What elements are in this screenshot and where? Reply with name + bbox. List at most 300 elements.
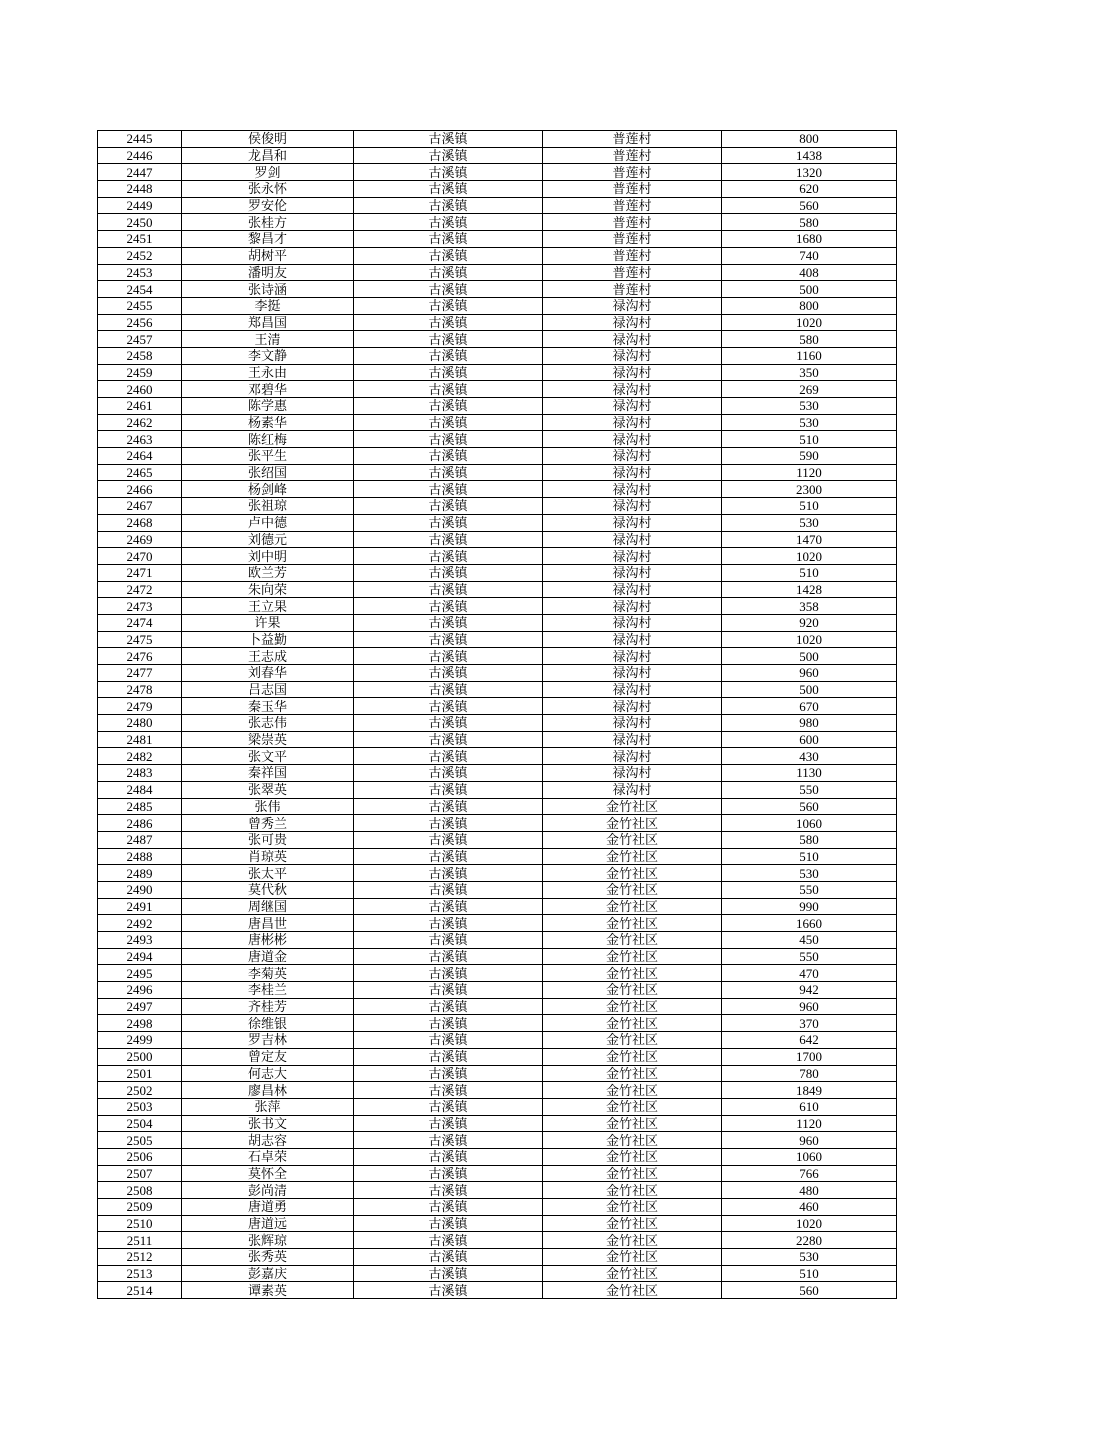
amount-cell: 800 xyxy=(722,131,897,148)
table-row xyxy=(98,831,897,848)
village-cell: 禄沟村 xyxy=(543,448,722,465)
amount-cell: 500 xyxy=(722,681,897,698)
amount-cell: 766 xyxy=(722,1165,897,1182)
name-cell: 秦玉华 xyxy=(182,698,354,715)
table-row xyxy=(98,297,897,314)
row-number-cell: 2498 xyxy=(98,1015,182,1032)
town-cell: 古溪镇 xyxy=(354,381,543,398)
name-cell: 李桂兰 xyxy=(182,982,354,999)
amount-cell: 480 xyxy=(722,1182,897,1199)
table-row xyxy=(98,1265,897,1282)
amount-cell: 500 xyxy=(722,281,897,298)
town-cell: 古溪镇 xyxy=(354,498,543,515)
row-number-cell: 2495 xyxy=(98,965,182,982)
row-number-cell: 2468 xyxy=(98,514,182,531)
name-cell: 张辉琼 xyxy=(182,1232,354,1249)
town-cell: 古溪镇 xyxy=(354,1249,543,1266)
village-cell: 普莲村 xyxy=(543,247,722,264)
row-number-cell: 2512 xyxy=(98,1249,182,1266)
village-cell: 禄沟村 xyxy=(543,531,722,548)
town-cell: 古溪镇 xyxy=(354,197,543,214)
town-cell: 古溪镇 xyxy=(354,831,543,848)
name-cell: 王永由 xyxy=(182,364,354,381)
row-number-cell: 2459 xyxy=(98,364,182,381)
amount-cell: 620 xyxy=(722,181,897,198)
table-row xyxy=(98,448,897,465)
table-row xyxy=(98,982,897,999)
table-row xyxy=(98,498,897,515)
amount-cell: 2300 xyxy=(722,481,897,498)
village-cell: 禄沟村 xyxy=(543,665,722,682)
row-number-cell: 2448 xyxy=(98,181,182,198)
row-number-cell: 2484 xyxy=(98,781,182,798)
table-row xyxy=(98,598,897,615)
amount-cell: 1700 xyxy=(722,1048,897,1065)
amount-cell: 942 xyxy=(722,982,897,999)
row-number-cell: 2461 xyxy=(98,398,182,415)
name-cell: 黎昌才 xyxy=(182,231,354,248)
name-cell: 莫怀全 xyxy=(182,1165,354,1182)
village-cell: 金竹社区 xyxy=(543,1165,722,1182)
amount-cell: 450 xyxy=(722,932,897,949)
name-cell: 唐昌世 xyxy=(182,915,354,932)
name-cell: 邓碧华 xyxy=(182,381,354,398)
table-row xyxy=(98,1115,897,1132)
row-number-cell: 2453 xyxy=(98,264,182,281)
name-cell: 朱向荣 xyxy=(182,581,354,598)
town-cell: 古溪镇 xyxy=(354,1148,543,1165)
amount-cell: 610 xyxy=(722,1098,897,1115)
table-row xyxy=(98,347,897,364)
table-row xyxy=(98,264,897,281)
name-cell: 侯俊明 xyxy=(182,131,354,148)
amount-cell: 530 xyxy=(722,1249,897,1266)
table-row xyxy=(98,614,897,631)
town-cell: 古溪镇 xyxy=(354,1015,543,1032)
row-number-cell: 2462 xyxy=(98,414,182,431)
name-cell: 周继国 xyxy=(182,898,354,915)
village-cell: 金竹社区 xyxy=(543,915,722,932)
town-cell: 古溪镇 xyxy=(354,715,543,732)
row-number-cell: 2465 xyxy=(98,464,182,481)
row-number-cell: 2478 xyxy=(98,681,182,698)
village-cell: 禄沟村 xyxy=(543,681,722,698)
village-cell: 金竹社区 xyxy=(543,1148,722,1165)
table-row xyxy=(98,898,897,915)
name-cell: 谭素英 xyxy=(182,1282,354,1299)
row-number-cell: 2491 xyxy=(98,898,182,915)
name-cell: 齐桂芳 xyxy=(182,998,354,1015)
amount-cell: 920 xyxy=(722,614,897,631)
row-number-cell: 2469 xyxy=(98,531,182,548)
row-number-cell: 2467 xyxy=(98,498,182,515)
row-number-cell: 2508 xyxy=(98,1182,182,1199)
village-cell: 金竹社区 xyxy=(543,1182,722,1199)
table-row xyxy=(98,231,897,248)
name-cell: 梁崇英 xyxy=(182,731,354,748)
village-cell: 金竹社区 xyxy=(543,1265,722,1282)
name-cell: 张萍 xyxy=(182,1098,354,1115)
town-cell: 古溪镇 xyxy=(354,1065,543,1082)
amount-cell: 530 xyxy=(722,414,897,431)
amount-cell: 1060 xyxy=(722,815,897,832)
table-row xyxy=(98,681,897,698)
name-cell: 胡志容 xyxy=(182,1132,354,1149)
village-cell: 禄沟村 xyxy=(543,715,722,732)
amount-cell: 780 xyxy=(722,1065,897,1082)
table-row xyxy=(98,181,897,198)
table-row xyxy=(98,715,897,732)
village-cell: 金竹社区 xyxy=(543,898,722,915)
village-cell: 禄沟村 xyxy=(543,297,722,314)
town-cell: 古溪镇 xyxy=(354,731,543,748)
amount-cell: 1438 xyxy=(722,147,897,164)
village-cell: 禄沟村 xyxy=(543,564,722,581)
name-cell: 唐道金 xyxy=(182,948,354,965)
village-cell: 金竹社区 xyxy=(543,1249,722,1266)
row-number-cell: 2487 xyxy=(98,831,182,848)
table-row xyxy=(98,865,897,882)
village-cell: 普莲村 xyxy=(543,281,722,298)
table-row xyxy=(98,765,897,782)
row-number-cell: 2500 xyxy=(98,1048,182,1065)
name-cell: 张翠英 xyxy=(182,781,354,798)
town-cell: 古溪镇 xyxy=(354,347,543,364)
name-cell: 唐道勇 xyxy=(182,1199,354,1216)
name-cell: 许果 xyxy=(182,614,354,631)
row-number-cell: 2477 xyxy=(98,665,182,682)
row-number-cell: 2470 xyxy=(98,548,182,565)
row-number-cell: 2447 xyxy=(98,164,182,181)
village-cell: 金竹社区 xyxy=(543,965,722,982)
amount-cell: 1849 xyxy=(722,1082,897,1099)
row-number-cell: 2451 xyxy=(98,231,182,248)
town-cell: 古溪镇 xyxy=(354,314,543,331)
row-number-cell: 2504 xyxy=(98,1115,182,1132)
village-cell: 禄沟村 xyxy=(543,781,722,798)
table-row xyxy=(98,131,897,148)
town-cell: 古溪镇 xyxy=(354,548,543,565)
row-number-cell: 2485 xyxy=(98,798,182,815)
row-number-cell: 2476 xyxy=(98,648,182,665)
name-cell: 张平生 xyxy=(182,448,354,465)
village-cell: 金竹社区 xyxy=(543,1098,722,1115)
town-cell: 古溪镇 xyxy=(354,1282,543,1299)
village-cell: 禄沟村 xyxy=(543,364,722,381)
town-cell: 古溪镇 xyxy=(354,531,543,548)
table-row xyxy=(98,665,897,682)
village-cell: 禄沟村 xyxy=(543,431,722,448)
name-cell: 张志伟 xyxy=(182,715,354,732)
amount-cell: 510 xyxy=(722,1265,897,1282)
amount-cell: 960 xyxy=(722,998,897,1015)
amount-cell: 460 xyxy=(722,1199,897,1216)
table-row xyxy=(98,1249,897,1266)
town-cell: 古溪镇 xyxy=(354,631,543,648)
row-number-cell: 2464 xyxy=(98,448,182,465)
name-cell: 郑昌国 xyxy=(182,314,354,331)
table-row xyxy=(98,731,897,748)
town-cell: 古溪镇 xyxy=(354,297,543,314)
table-row xyxy=(98,247,897,264)
name-cell: 廖昌林 xyxy=(182,1082,354,1099)
name-cell: 张秀英 xyxy=(182,1249,354,1266)
amount-cell: 990 xyxy=(722,898,897,915)
row-number-cell: 2507 xyxy=(98,1165,182,1182)
row-number-cell: 2463 xyxy=(98,431,182,448)
town-cell: 古溪镇 xyxy=(354,932,543,949)
town-cell: 古溪镇 xyxy=(354,881,543,898)
name-cell: 王立果 xyxy=(182,598,354,615)
table-row xyxy=(98,414,897,431)
row-number-cell: 2492 xyxy=(98,915,182,932)
table-row xyxy=(98,581,897,598)
table-row xyxy=(98,1082,897,1099)
town-cell: 古溪镇 xyxy=(354,331,543,348)
name-cell: 张诗涵 xyxy=(182,281,354,298)
table-row xyxy=(98,1098,897,1115)
name-cell: 卢中德 xyxy=(182,514,354,531)
name-cell: 杨剑峰 xyxy=(182,481,354,498)
table-row xyxy=(98,197,897,214)
row-number-cell: 2493 xyxy=(98,932,182,949)
town-cell: 古溪镇 xyxy=(354,1098,543,1115)
row-number-cell: 2480 xyxy=(98,715,182,732)
town-cell: 古溪镇 xyxy=(354,464,543,481)
row-number-cell: 2499 xyxy=(98,1032,182,1049)
name-cell: 王志成 xyxy=(182,648,354,665)
village-cell: 金竹社区 xyxy=(543,848,722,865)
table-row xyxy=(98,648,897,665)
name-cell: 张绍国 xyxy=(182,464,354,481)
amount-cell: 960 xyxy=(722,1132,897,1149)
amount-cell: 670 xyxy=(722,698,897,715)
name-cell: 张书文 xyxy=(182,1115,354,1132)
row-number-cell: 2479 xyxy=(98,698,182,715)
amount-cell: 408 xyxy=(722,264,897,281)
village-cell: 禄沟村 xyxy=(543,548,722,565)
village-cell: 禄沟村 xyxy=(543,581,722,598)
village-cell: 金竹社区 xyxy=(543,881,722,898)
town-cell: 古溪镇 xyxy=(354,965,543,982)
table-row xyxy=(98,364,897,381)
amount-cell: 1120 xyxy=(722,1115,897,1132)
table-row xyxy=(98,214,897,231)
amount-cell: 530 xyxy=(722,865,897,882)
town-cell: 古溪镇 xyxy=(354,1232,543,1249)
table-row xyxy=(98,531,897,548)
town-cell: 古溪镇 xyxy=(354,1132,543,1149)
row-number-cell: 2503 xyxy=(98,1098,182,1115)
town-cell: 古溪镇 xyxy=(354,1115,543,1132)
amount-cell: 530 xyxy=(722,514,897,531)
town-cell: 古溪镇 xyxy=(354,164,543,181)
name-cell: 唐彬彬 xyxy=(182,932,354,949)
village-cell: 禄沟村 xyxy=(543,514,722,531)
village-cell: 金竹社区 xyxy=(543,1232,722,1249)
village-cell: 金竹社区 xyxy=(543,1199,722,1216)
table-row xyxy=(98,381,897,398)
row-number-cell: 2472 xyxy=(98,581,182,598)
town-cell: 古溪镇 xyxy=(354,798,543,815)
table-row xyxy=(98,164,897,181)
amount-cell: 269 xyxy=(722,381,897,398)
town-cell: 古溪镇 xyxy=(354,264,543,281)
amount-cell: 560 xyxy=(722,798,897,815)
row-number-cell: 2450 xyxy=(98,214,182,231)
village-cell: 禄沟村 xyxy=(543,765,722,782)
name-cell: 卜益勤 xyxy=(182,631,354,648)
town-cell: 古溪镇 xyxy=(354,681,543,698)
name-cell: 何志大 xyxy=(182,1065,354,1082)
table-row xyxy=(98,748,897,765)
data-table xyxy=(97,130,897,1299)
town-cell: 古溪镇 xyxy=(354,614,543,631)
town-cell: 古溪镇 xyxy=(354,648,543,665)
village-cell: 普莲村 xyxy=(543,131,722,148)
town-cell: 古溪镇 xyxy=(354,915,543,932)
amount-cell: 590 xyxy=(722,448,897,465)
row-number-cell: 2509 xyxy=(98,1199,182,1216)
village-cell: 金竹社区 xyxy=(543,831,722,848)
town-cell: 古溪镇 xyxy=(354,1048,543,1065)
amount-cell: 960 xyxy=(722,665,897,682)
row-number-cell: 2486 xyxy=(98,815,182,832)
town-cell: 古溪镇 xyxy=(354,898,543,915)
amount-cell: 510 xyxy=(722,498,897,515)
row-number-cell: 2483 xyxy=(98,765,182,782)
town-cell: 古溪镇 xyxy=(354,564,543,581)
table-row xyxy=(98,698,897,715)
amount-cell: 1130 xyxy=(722,765,897,782)
village-cell: 禄沟村 xyxy=(543,464,722,481)
village-cell: 禄沟村 xyxy=(543,748,722,765)
table-row xyxy=(98,464,897,481)
name-cell: 胡树平 xyxy=(182,247,354,264)
amount-cell: 550 xyxy=(722,781,897,798)
village-cell: 禄沟村 xyxy=(543,731,722,748)
name-cell: 龙昌和 xyxy=(182,147,354,164)
amount-cell: 510 xyxy=(722,564,897,581)
amount-cell: 1060 xyxy=(722,1148,897,1165)
amount-cell: 1160 xyxy=(722,347,897,364)
row-number-cell: 2496 xyxy=(98,982,182,999)
amount-cell: 980 xyxy=(722,715,897,732)
row-number-cell: 2505 xyxy=(98,1132,182,1149)
row-number-cell: 2454 xyxy=(98,281,182,298)
amount-cell: 1020 xyxy=(722,631,897,648)
amount-cell: 550 xyxy=(722,948,897,965)
village-cell: 普莲村 xyxy=(543,231,722,248)
name-cell: 罗安伦 xyxy=(182,197,354,214)
village-cell: 禄沟村 xyxy=(543,381,722,398)
village-cell: 金竹社区 xyxy=(543,1032,722,1049)
village-cell: 金竹社区 xyxy=(543,815,722,832)
name-cell: 张祖琼 xyxy=(182,498,354,515)
row-number-cell: 2513 xyxy=(98,1265,182,1282)
table-row xyxy=(98,932,897,949)
name-cell: 张可贵 xyxy=(182,831,354,848)
row-number-cell: 2445 xyxy=(98,131,182,148)
village-cell: 金竹社区 xyxy=(543,932,722,949)
name-cell: 石卓荣 xyxy=(182,1148,354,1165)
table-row xyxy=(98,881,897,898)
table-row xyxy=(98,1132,897,1149)
town-cell: 古溪镇 xyxy=(354,748,543,765)
town-cell: 古溪镇 xyxy=(354,1199,543,1216)
table-row xyxy=(98,965,897,982)
village-cell: 金竹社区 xyxy=(543,1215,722,1232)
row-number-cell: 2460 xyxy=(98,381,182,398)
row-number-cell: 2456 xyxy=(98,314,182,331)
town-cell: 古溪镇 xyxy=(354,1265,543,1282)
village-cell: 禄沟村 xyxy=(543,598,722,615)
village-cell: 禄沟村 xyxy=(543,314,722,331)
name-cell: 刘春华 xyxy=(182,665,354,682)
amount-cell: 1660 xyxy=(722,915,897,932)
town-cell: 古溪镇 xyxy=(354,1165,543,1182)
amount-cell: 740 xyxy=(722,247,897,264)
row-number-cell: 2475 xyxy=(98,631,182,648)
row-number-cell: 2488 xyxy=(98,848,182,865)
name-cell: 罗吉林 xyxy=(182,1032,354,1049)
village-cell: 禄沟村 xyxy=(543,631,722,648)
table-row xyxy=(98,1232,897,1249)
town-cell: 古溪镇 xyxy=(354,181,543,198)
amount-cell: 1020 xyxy=(722,314,897,331)
amount-cell: 1020 xyxy=(722,548,897,565)
amount-cell: 580 xyxy=(722,831,897,848)
village-cell: 金竹社区 xyxy=(543,982,722,999)
table-row xyxy=(98,314,897,331)
name-cell: 唐道远 xyxy=(182,1215,354,1232)
amount-cell: 510 xyxy=(722,431,897,448)
town-cell: 古溪镇 xyxy=(354,1182,543,1199)
table-row xyxy=(98,1065,897,1082)
village-cell: 禄沟村 xyxy=(543,498,722,515)
town-cell: 古溪镇 xyxy=(354,147,543,164)
row-number-cell: 2466 xyxy=(98,481,182,498)
name-cell: 张文平 xyxy=(182,748,354,765)
name-cell: 刘中明 xyxy=(182,548,354,565)
table-body xyxy=(98,131,897,1299)
amount-cell: 370 xyxy=(722,1015,897,1032)
name-cell: 李挺 xyxy=(182,297,354,314)
amount-cell: 642 xyxy=(722,1032,897,1049)
town-cell: 古溪镇 xyxy=(354,1215,543,1232)
name-cell: 吕志国 xyxy=(182,681,354,698)
amount-cell: 1680 xyxy=(722,231,897,248)
row-number-cell: 2473 xyxy=(98,598,182,615)
name-cell: 杨素华 xyxy=(182,414,354,431)
name-cell: 徐维银 xyxy=(182,1015,354,1032)
name-cell: 张永怀 xyxy=(182,181,354,198)
amount-cell: 2280 xyxy=(722,1232,897,1249)
name-cell: 张太平 xyxy=(182,865,354,882)
amount-cell: 1428 xyxy=(722,581,897,598)
table-row xyxy=(98,1165,897,1182)
table-row xyxy=(98,631,897,648)
village-cell: 普莲村 xyxy=(543,264,722,281)
village-cell: 金竹社区 xyxy=(543,1048,722,1065)
table-row xyxy=(98,781,897,798)
row-number-cell: 2481 xyxy=(98,731,182,748)
town-cell: 古溪镇 xyxy=(354,398,543,415)
village-cell: 普莲村 xyxy=(543,214,722,231)
table-row xyxy=(98,1282,897,1299)
town-cell: 古溪镇 xyxy=(354,948,543,965)
row-number-cell: 2449 xyxy=(98,197,182,214)
